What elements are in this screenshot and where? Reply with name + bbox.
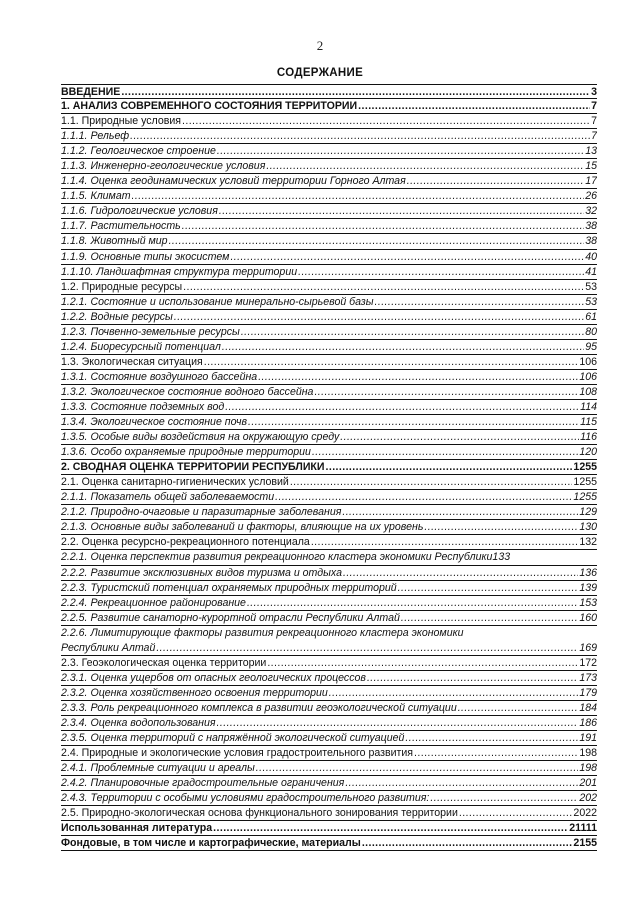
toc-entry-page: 17	[585, 175, 597, 188]
dot-leader	[414, 746, 578, 761]
toc-entry[interactable]	[61, 490, 597, 505]
dot-leader	[343, 566, 578, 581]
toc-entry-label: 2.2.5. Развитие санаторно-курортной отрасли Республики Алтай	[61, 611, 400, 624]
toc-entry-label: 2.5. Природно-экологическая основа функционального зонирования территории	[61, 807, 458, 820]
toc-entry[interactable]	[61, 701, 597, 716]
toc-entry-label: 2.3.4. Оценка водопользования	[61, 716, 216, 729]
toc-entry-page: 133	[492, 551, 511, 564]
dot-leader	[430, 791, 578, 806]
toc-entry[interactable]	[61, 234, 597, 249]
toc-entry-label: 2.1. Оценка санитарно-гигиенических условий	[61, 476, 289, 489]
toc-entry-label: 2.4.2. Планировочные градостроительные ограничения	[61, 777, 345, 790]
toc-entry-label: 1.1. Природные условия	[61, 115, 182, 128]
toc-entry[interactable]	[61, 445, 597, 460]
dot-leader	[405, 731, 578, 746]
toc-entry-page: 41	[585, 265, 597, 278]
toc-entry-label: 2.4.1. Проблемные ситуации и ареалы	[61, 762, 255, 775]
toc-entry-label: 1.2.2. Водные ресурсы	[61, 310, 173, 323]
toc-entry-label: 1.1.9. Основные типы экосистем	[61, 250, 230, 263]
dot-leader	[230, 250, 584, 265]
dot-leader	[401, 611, 578, 626]
toc-entry[interactable]	[61, 129, 597, 144]
toc-entry-label: 1.1.5. Климат	[61, 190, 131, 203]
toc-entry[interactable]	[61, 581, 597, 596]
toc-entry[interactable]	[61, 806, 597, 821]
toc-entry[interactable]	[61, 626, 597, 656]
toc-entry[interactable]	[61, 656, 597, 671]
toc-entry[interactable]	[61, 310, 597, 325]
dot-leader	[358, 99, 590, 114]
toc-entry-page: 114	[580, 400, 597, 413]
toc-entry-label: 2.1.3. Основные виды заболеваний и факторы, влияющие на их уровень	[61, 521, 424, 534]
toc-entry[interactable]	[61, 475, 597, 490]
toc-entry-label: 1.2.1. Состояние и использование минерально-сырьевой базы	[61, 295, 374, 308]
toc-entry[interactable]	[61, 204, 597, 219]
toc-entry-label: 1.3.4. Экологическое состояние почв	[61, 416, 248, 429]
toc-entry[interactable]	[61, 716, 597, 731]
dot-leader	[225, 400, 579, 415]
toc-entry-page: 129	[579, 506, 597, 519]
dot-leader	[267, 656, 578, 671]
dot-leader	[398, 581, 579, 596]
toc-entry[interactable]	[61, 295, 597, 310]
toc-entry-page: 95	[585, 340, 597, 353]
dot-leader	[182, 219, 584, 234]
toc-entry-label: 1.1.1. Рельеф	[61, 130, 130, 143]
toc-entry-page: 191	[579, 732, 597, 745]
toc-entry-label: 1.3.5. Особые виды воздействия на окружающую среду	[61, 431, 340, 444]
dot-leader	[375, 295, 585, 310]
dot-leader	[314, 385, 578, 400]
toc-entry-page: 130	[579, 521, 597, 534]
dot-leader	[459, 806, 573, 821]
toc-entry[interactable]	[61, 611, 597, 626]
toc-entry-label: 1.1.3. Инженерно-геологические условия	[61, 160, 266, 173]
table-of-contents	[61, 84, 597, 851]
toc-entry[interactable]	[61, 174, 597, 189]
toc-entry-page: 120	[579, 446, 597, 459]
toc-entry-label: 2.2.3. Туристский потенциал охраняемых природных территорий	[61, 581, 397, 594]
toc-entry[interactable]	[61, 566, 597, 581]
toc-entry[interactable]	[61, 596, 597, 611]
toc-entry-label: 2.4. Природные и экологические условия градостроительного развития	[61, 747, 414, 760]
dot-leader	[217, 144, 584, 159]
toc-entry-page: 80	[585, 325, 597, 338]
toc-title: СОДЕРЖАНИЕ	[276, 67, 364, 79]
toc-entry-label: 2.4.3. Территории с особыми условиями градостроительного развития:	[61, 792, 430, 805]
toc-entry[interactable]	[61, 84, 597, 99]
toc-entry[interactable]	[61, 776, 597, 791]
toc-entry[interactable]	[61, 400, 597, 415]
dot-leader	[217, 716, 579, 731]
toc-entry-page: 21111	[569, 822, 597, 835]
toc-entry-label: 1.2.3. Почвенно-земельные ресурсы	[61, 325, 240, 338]
toc-entry-label: 1.3.1. Состояние воздушного бассейна	[61, 370, 258, 383]
toc-entry-page: 139	[579, 581, 597, 594]
toc-entry-label: ВВЕДЕНИЕ	[61, 86, 121, 98]
toc-entry-page: 38	[585, 235, 597, 248]
toc-entry-page: 108	[579, 385, 597, 398]
toc-entry-label: 1.1.7. Растительность	[61, 220, 181, 233]
toc-entry-page: 179	[579, 686, 597, 699]
toc-entry[interactable]	[61, 325, 597, 340]
toc-entry[interactable]	[61, 340, 597, 355]
toc-entry-label: 1.1.4. Оценка геодинамических условий территории Горного Алтая	[61, 175, 406, 188]
toc-entry-label: Использованная литература	[61, 822, 213, 835]
dot-leader	[312, 445, 578, 460]
dot-leader	[326, 460, 573, 475]
dot-leader	[182, 114, 590, 129]
toc-entry[interactable]	[61, 280, 597, 295]
toc-entry-label: 1.3.6. Особо охраняемые природные территории	[61, 446, 311, 459]
toc-entry-label: 2.3.1. Оценка ущербов от опасных геологических процессов	[61, 671, 366, 684]
toc-entry-label: 2.2.6. Лимитирующие факторы развития рекреационного кластера экономики	[61, 626, 464, 639]
toc-entry[interactable]	[61, 265, 597, 280]
dot-leader	[258, 370, 578, 385]
toc-entry-page: 40	[585, 250, 597, 263]
toc-entry[interactable]	[61, 671, 597, 686]
toc-entry[interactable]	[61, 250, 597, 265]
toc-entry[interactable]	[61, 415, 597, 430]
toc-entry-page: 169	[579, 641, 597, 654]
toc-entry-page: 173	[579, 671, 597, 684]
toc-entry-label: 1.1.10. Ландшафтная структура территории	[61, 265, 298, 278]
toc-entry-label: 1.2. Природные ресурсы	[61, 280, 183, 293]
toc-entry-page: 61	[585, 310, 597, 323]
dot-leader	[121, 85, 590, 99]
dot-leader	[340, 430, 579, 445]
toc-entry-label: 1.3.3. Состояние подземных вод	[61, 400, 225, 413]
toc-entry-page: 198	[579, 747, 597, 760]
toc-entry[interactable]	[61, 370, 597, 385]
toc-entry-page: 7	[591, 115, 597, 128]
toc-entry-page: 15	[585, 160, 597, 173]
toc-entry-page: 2022	[573, 807, 597, 820]
toc-entry-label: 2.3. Геоэкологическая оценка территории	[61, 656, 267, 669]
dot-leader	[329, 686, 579, 701]
dot-leader	[256, 761, 579, 776]
toc-entry[interactable]	[61, 731, 597, 746]
dot-leader	[362, 836, 573, 851]
toc-entry-page: 38	[585, 220, 597, 233]
toc-entry[interactable]	[61, 505, 597, 520]
toc-entry[interactable]	[61, 821, 597, 836]
toc-entry-page: 53	[585, 280, 597, 293]
toc-entry-label: Фондовые, в том числе и картографические, материалы	[61, 837, 361, 850]
toc-entry-label: 2. СВОДНАЯ ОЦЕНКА ТЕРРИТОРИИ РЕСПУБЛИКИ	[61, 461, 325, 474]
toc-entry-label: 2.3.3. Роль рекреационного комплекса в развитии геоэкологической ситуации	[61, 701, 457, 714]
toc-entry-label: 2.3.2. Оценка хозяйственного освоения территории	[61, 686, 328, 699]
toc-entry-page: 160	[579, 611, 597, 624]
toc-entry-page: 132	[579, 536, 597, 549]
toc-entry-label: 2.3.5. Оценка территорий с напряжённой экологической ситуацией	[61, 732, 405, 745]
toc-entry-label: 2.1.2. Природно-очаговые и паразитарные заболевания	[61, 506, 342, 519]
dot-leader	[169, 234, 585, 249]
toc-entry-label: 2.2.2. Развитие эксклюзивных видов туризма и отдыха	[61, 566, 342, 579]
toc-entry-label: 2.2.1. Оценка перспектив развития рекреационного кластера экономики Республики	[61, 551, 493, 564]
dot-leader	[241, 325, 584, 340]
dot-leader	[248, 415, 579, 430]
toc-entry-page: 3	[591, 86, 597, 98]
toc-entry[interactable]	[61, 535, 597, 550]
dot-leader	[345, 776, 578, 791]
toc-entry[interactable]	[61, 836, 597, 851]
dot-leader	[132, 189, 585, 204]
dot-leader	[130, 129, 590, 144]
dot-leader	[219, 204, 584, 219]
toc-entry-page: 32	[585, 205, 597, 218]
toc-entry-label: 2.2. Оценка ресурсно-рекреационного потенциала	[61, 536, 310, 549]
toc-entry-page: 153	[579, 596, 597, 609]
toc-entry[interactable]	[61, 430, 597, 445]
toc-entry[interactable]	[61, 686, 597, 701]
toc-entry-page: 184	[579, 701, 597, 714]
toc-entry-page: 106	[579, 355, 597, 368]
toc-entry[interactable]	[61, 355, 597, 370]
toc-entry-page: 115	[580, 416, 597, 429]
toc-entry-page: 1255	[573, 476, 597, 489]
toc-entry-label: 1.1.6. Гидрологические условия	[61, 205, 218, 218]
dot-leader	[458, 701, 579, 716]
page-number: 2	[316, 38, 324, 53]
dot-leader	[222, 340, 584, 355]
toc-entry-page: 53	[585, 295, 597, 308]
dot-leader	[174, 310, 584, 325]
dot-leader	[367, 671, 578, 686]
toc-entry-page: 136	[579, 566, 597, 579]
toc-entry-page: 202	[579, 792, 597, 805]
toc-entry-page: 2155	[573, 837, 597, 850]
dot-leader	[298, 265, 584, 280]
toc-entry-label: 1.1.2. Геологическое строение	[61, 145, 216, 158]
toc-entry-label: 1.3. Экологическая ситуация	[61, 355, 203, 368]
toc-entry-page: 186	[579, 716, 597, 729]
toc-entry[interactable]	[61, 385, 597, 400]
toc-entry-label-continued: Республики Алтай	[61, 641, 156, 654]
toc-entry-page: 7	[591, 100, 597, 113]
dot-leader	[275, 490, 572, 505]
toc-entry[interactable]	[61, 114, 597, 129]
toc-entry-page: 7	[591, 130, 597, 143]
toc-entry-page: 198	[579, 762, 597, 775]
dot-leader	[290, 475, 573, 490]
toc-entry-label: 1.3.2. Экологическое состояние водного бассейна	[61, 385, 314, 398]
toc-entry-page: 1255	[573, 461, 597, 474]
dot-leader	[266, 159, 584, 174]
toc-entry-label: 1. АНАЛИЗ СОВРЕМЕННОГО СОСТОЯНИЯ ТЕРРИТОРИИ	[61, 100, 358, 113]
toc-entry[interactable]	[61, 99, 597, 114]
dot-leader	[204, 355, 579, 370]
toc-entry[interactable]	[61, 219, 597, 234]
toc-entry-label: 2.2.4. Рекреационное районирование	[61, 596, 246, 609]
dot-leader	[342, 505, 578, 520]
toc-entry-page: 116	[580, 431, 597, 444]
toc-entry-label: 2.1.1. Показатель общей заболеваемости	[61, 491, 275, 504]
toc-entry-page: 26	[585, 190, 597, 203]
toc-entry-page: 201	[579, 777, 597, 790]
dot-leader	[213, 821, 568, 836]
toc-entry[interactable]	[61, 159, 597, 174]
toc-entry[interactable]	[61, 791, 597, 806]
toc-entry-page: 172	[579, 656, 597, 669]
toc-entry-label: 1.2.4. Биоресурсный потенциал	[61, 340, 221, 353]
dot-leader	[247, 596, 578, 611]
dot-leader	[311, 535, 578, 550]
dot-leader	[424, 520, 578, 535]
toc-entry[interactable]	[61, 550, 597, 565]
toc-entry[interactable]	[61, 189, 597, 204]
dot-leader	[407, 174, 584, 189]
toc-entry[interactable]	[61, 460, 597, 475]
toc-entry-page: 13	[585, 145, 597, 158]
dot-leader	[183, 280, 584, 295]
dot-leader	[156, 641, 578, 656]
toc-entry[interactable]	[61, 746, 597, 761]
toc-entry-label: 1.1.8. Животный мир	[61, 235, 168, 248]
toc-entry-page: 106	[579, 370, 597, 383]
toc-entry-page: 1255	[573, 491, 597, 504]
toc-entry[interactable]	[61, 761, 597, 776]
toc-entry[interactable]	[61, 144, 597, 159]
toc-entry[interactable]	[61, 520, 597, 535]
